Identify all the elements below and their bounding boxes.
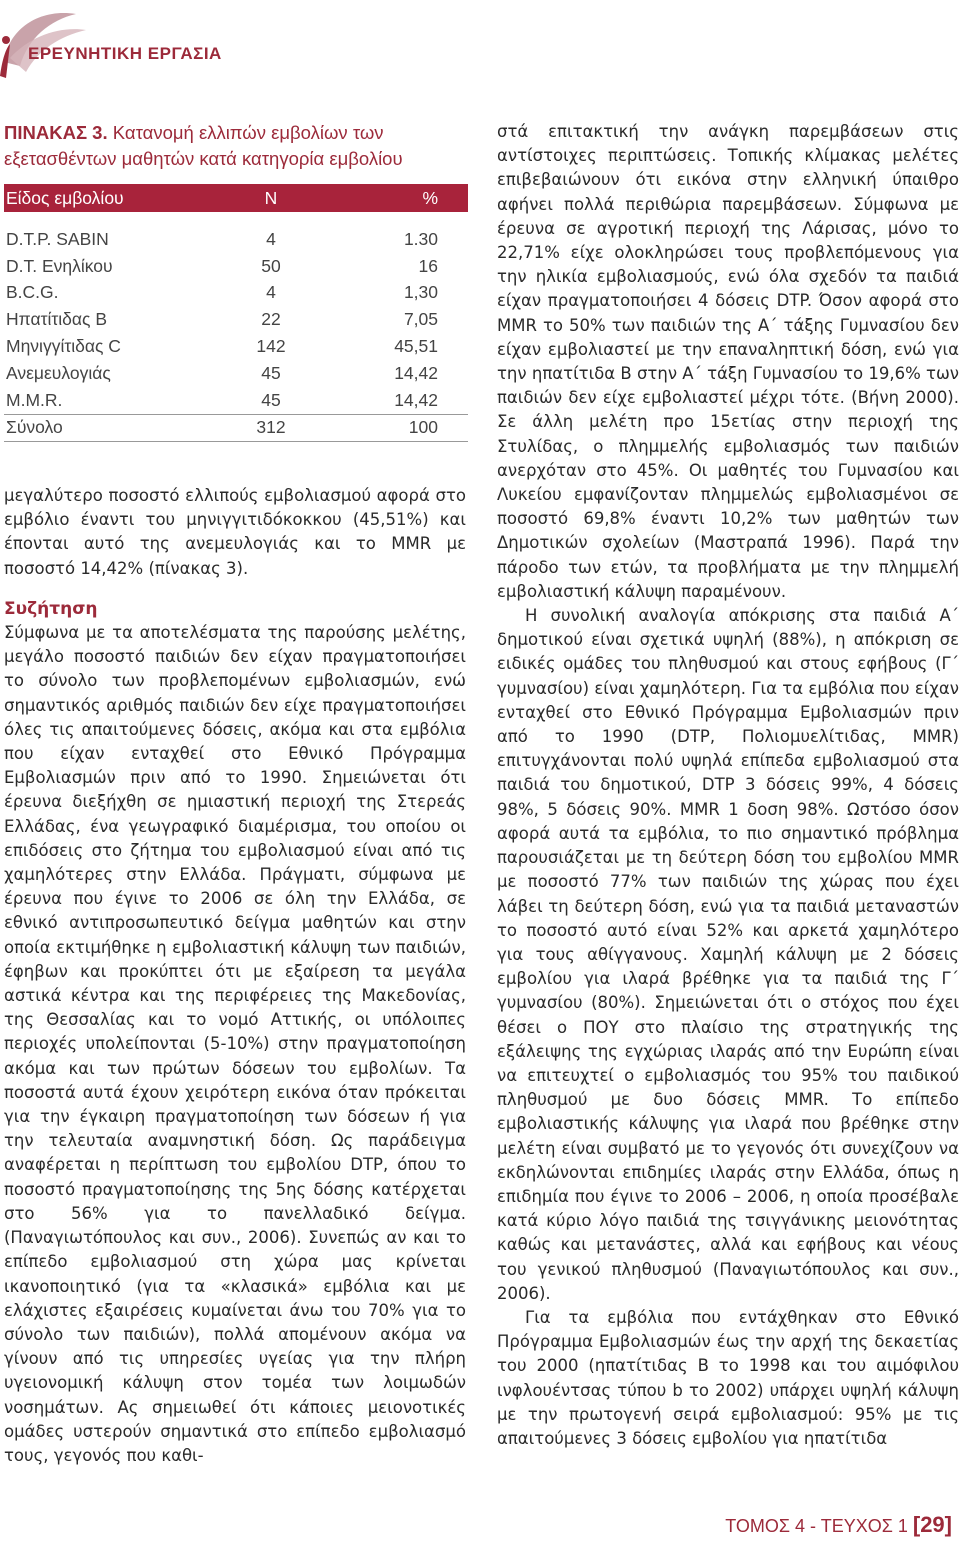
table-row <box>4 360 468 387</box>
cell-percent: 14,42 <box>394 389 438 410</box>
paragraph: Σύμφωνα με τα αποτελέσματα της παρούσης μελέτης, μεγάλο ποσοστό παιδιών δεν είχαν πραγματοποιήσει το σύνολο των προβλεπομένων εμβολιασμών, ενώ σημαντικός αριθμός παιδιών δεν είχε πραγματοποιήσει όλες τις απαιτούμενες δόσεις, ακόμα και στα εμβόλια που είχαν ενταχθεί στο Εθνικό Πρόγραμμα Εμβολιασμών πριν από το 1990. Σημειώνεται ότι έρευνα διεξήχθη σε ημιαστική περιοχή της Στερεάς Ελλάδας, ένα γεωγραφικό διαμέρισμα, του οποίου οι επιδόσεις στο ζήτημα του εμβολιασμού είναι από τις χαμηλότερες στην Ελλάδα. Πράγματι, σύμφωνα με έρευνα που έγινε το 2006 σε όλη την Ελλάδα, σε εθνικό αντιπροσωπευτικό δείγμα μαθητών και στην οποία εκτιμήθηκε η εμβολιαστική κάλυψη των παιδιών, έφηβων και προκύπτει ότι με εξαίρεση τα μεγάλα αστικά κέντρα και της περιφέρειες της Μακεδονίας, της Θεσσαλίας και το νομό Αττικής, οι υπόλοιπες περιοχές υπολείπονται (5-10%) στην πραγματοποίηση ακόμα και των πρώτων δόσεων του εμβολίων. Τα ποσοστά αυτά έχουν χειρότερη εικόνα όταν πρόκειται για την έγκαιρη πραγματοποίηση των δόσεων ή για την τελευταία αναμνηστική δόση. Ως παράδειγμα αναφέρεται η περίπτωση του εμβολίου DTP, όπου το ποσοστό πραγματοποίησης της 5ης δόσης κατέρχεται στο 56% για το πανελλαδικό δείγμα. (Παναγιωτόπουλος και συν., 2006). Συνεπώς αν και το επίπεδο εμβολιασμού στη χώρα μας κρίνεται ικανοποιητικό (για τα «κλασικά» εμβόλια και με ελάχιστες εξαιρέσεις κυμαίνεται άνω του 70% για το σύνολο των παιδιών), πολλά απομένουν ακόμα να γίνουν από τις υπηρεσίες υγείας για την πλήρη υγειονομική κάλυψη στον τομέα των λοιμωδών νοσημάτων. Ας σημειωθεί ότι κάποιες μειονοτικές ομάδες υστερούν σημαντικά στο επίπεδο εμβολιασμό τους, γεγονός που καθι- <box>4 623 466 1465</box>
cell-percent: 16 <box>418 255 438 276</box>
table-row <box>4 226 468 253</box>
cell-n: 45 <box>261 362 281 383</box>
table-row <box>4 253 468 280</box>
header-vaccine-type: Είδος εμβολίου <box>4 184 211 212</box>
cell-n: 22 <box>261 309 281 330</box>
table-row <box>4 333 468 360</box>
discussion-heading: Συζήτηση <box>4 598 98 619</box>
cell-total-n: 312 <box>211 414 331 442</box>
cell-n: 4 <box>266 282 276 303</box>
table-caption: Κατανομή ελλιπών εμβολίων των εξετασθέντων μαθητών κατά κατηγορία εμβολίου <box>4 122 403 169</box>
cell-n: 142 <box>256 336 286 357</box>
table-total-row <box>4 414 468 442</box>
paragraph: Η συνολική αναλογία απόκρισης στα παιδιά Α΄ δημοτικού είναι σχετικά υψηλή (88%), η απόκριση σε ειδικές ομάδες του πληθυσμού και στους εφήβους (Γ΄ γυμνασίου) είναι χαμηλότερη. Για τα εμβόλια που είχαν ενταχθεί στο Εθνικό Πρόγραμμα Εμβολιασμών πριν από το 1990 (DTP, Πολιομυελίτιδας, MMR) επιτυγχάνονται πολύ υψηλά επίπεδα εμβολιασμού στα παιδιά του δημοτικού, DTP 3 δόσεις 99%, 4 δόσεις 98%, 5 δόσεις 90%. MMR 1 δοση 98%. Ωστόσο όσον αφορά αυτά τα εμβόλια, το πιο σημαντικό πρόβλημα παρουσιάζεται με τη δεύτερη δόση του εμβολίου MMR με ποσοστό 77% των παιδιών της χώρας που έχει λάβει τη δεύτερη δόση, ενώ για τα παιδιά μεταναστών το ποσοστό αυτό είναι 52% και αρκετά χαμηλότερο για τους αθίγγανους. Χαμηλή κάλυψη με 2 δόσεις εμβολίου για ιλαρά βρέθηκε για τα παιδιά της Γ΄ γυμνασίου (80%). Σημειώνεται ότι ο στόχος που έχει θέσει ο ΠΟΥ στο πλαίσιο της στρατηγικής της εξάλειψης της εγχώριας ιλαράς από την Ευρώπη είναι να επιτευχτεί ο εμβολιασμός του 95% του παιδικού πληθυσμού με δυο δόσεις MMR. Το επίπεδο εμβολιαστικής κάλυψης για ιλαρά που βρέθηκε στην μελέτη είναι συμβατό με το γεγονός ότι συνεχίζουν να εκδηλώνονται επιδημίες ιλαράς στην Ελλάδα, όπως η επιδημία που έγινε το 2006 – 2006, η οποία προσέβαλε κατά κύριο λόγο παιδιά της τσιγγάνικης μειονότητας καθώς και μετανάστες, αλλά και εφήβους και νέους του γενικού πληθυσμού (Παναγιωτόπουλος και συν., 2006). <box>497 606 959 1303</box>
cell-vaccine: D.T. Ενηλίκου <box>6 255 113 276</box>
table-row <box>4 280 468 307</box>
cell-percent: 45,51 <box>394 336 438 357</box>
cell-vaccine: Μηνιγγίτιδας C <box>6 336 121 357</box>
cell-vaccine: D.T.P. SABIN <box>6 228 109 249</box>
vaccine-table <box>4 184 468 442</box>
table-row <box>4 387 468 414</box>
cell-percent: 14,42 <box>394 362 438 383</box>
paragraph: στά επιτακτική την ανάγκη παρεμβάσεων στις αντίστοιχες περιπτώσεις. Τοπικής κλίμακας μελέτες επιβεβαιώνουν ότι εικόνα στην ελληνική ύπαιθρο αφήνει πολλά περιθώρια παρεμβάσεων. Σύμφωνα με έρευνα σε αγροτική περιοχή της Λάρισας, μόνο το 22,71% είχε ολοκληρώσει τους προβλεπόμενους για την ηλικία εμβολιασμούς, ενώ όλα σχεδόν τα παιδιά είχαν πραγματοποιήσει 4 δόσεις DTP. Όσον αφορά στο MMR το 50% των παιδιών της Α΄ τάξης Γυμνασίου δεν είχαν εμβολιαστεί με την επαναληπτική δόση, ενώ για την ηπατίτιδα Β στην Α΄ τάξη Γυμνασίου το 19,6% των παιδιών δεν είχε εμβολιαστεί μέχρι τότε. (Βήνη 2000). Σε άλλη μελέτη προ 15ετίας στην περιοχή της Στυλίδας, ο πλημμελής εμβολιασμός των παιδιών ανερχόταν στο 45%. Οι μαθητές του Γυμνασίου και Λυκείου εμφανίζονταν πλημμελώς εμβολιασμένοι σε ποσοστό 69,8% έναντι 10,2% των μαθητών των Δημοτικών σχολείων (Μαστραπά 1996). Παρά την πάροδο των ετών, τα προβλήματα με την πλημμελή εμβολιαστική κάλυψη παραμένουν. <box>497 122 959 601</box>
table-header-row <box>4 184 468 212</box>
paragraph: μεγαλύτερο ποσοστό ελλιπούς εμβολιασμού αφορά στο εμβόλιο έναντι του μηνιγγιτιδόκοκκου (45,51%) και έπονται αυτό της ανεμευλογιάς και το MMR με ποσοστό 14,42% (πίνακας 3). <box>4 486 466 578</box>
page-number: [29] <box>912 1512 952 1537</box>
paragraph: Για τα εμβόλια που εντάχθηκαν στο Εθνικό Πρόγραμμα Εμβολιασμών έως την αρχή της δεκαετίας του 2000 (ηπατίτιδας Β το 1998 και του αιμόφιλου ινφλουέντσας τύπου b το 2002) υπάρχει υψηλή κάλυψη με την πρωτογενή σειρά εμβολιασμού: 95% με τις απαιτούμενες 3 δόσεις εμβολίου για ηπατίτιδα <box>497 1307 959 1448</box>
header-percent: % <box>331 184 468 212</box>
page-footer <box>725 1512 952 1538</box>
cell-vaccine: Ηπατίτιδας Β <box>6 309 108 330</box>
table-title <box>4 120 474 172</box>
table-number: ΠΙΝΑΚΑΣ 3. <box>4 122 108 143</box>
issue-label: ΤΟΜΟΣ 4 - ΤΕΥΧΟΣ 1 <box>725 1516 908 1536</box>
header-n: N <box>211 184 331 212</box>
cell-vaccine: M.M.R. <box>6 389 63 410</box>
cell-percent: 1.30 <box>403 228 438 249</box>
table-row <box>4 306 468 333</box>
cell-n: 4 <box>266 228 276 249</box>
cell-total-percent: 100 <box>331 414 468 442</box>
cell-percent: 1,30 <box>403 282 438 303</box>
right-column <box>497 120 959 1451</box>
cell-total-label: Σύνολο <box>4 414 211 442</box>
cell-n: 50 <box>261 255 281 276</box>
cell-vaccine: Ανεμευλογιάς <box>6 362 111 383</box>
cell-vaccine: B.C.G. <box>6 282 59 303</box>
section-title: ΕΡΕΥΝΗΤΙΚΗ ΕΡΓΑΣΙΑ <box>28 44 222 63</box>
cell-n: 45 <box>261 389 281 410</box>
left-column <box>4 484 466 1468</box>
cell-percent: 7,05 <box>403 309 438 330</box>
